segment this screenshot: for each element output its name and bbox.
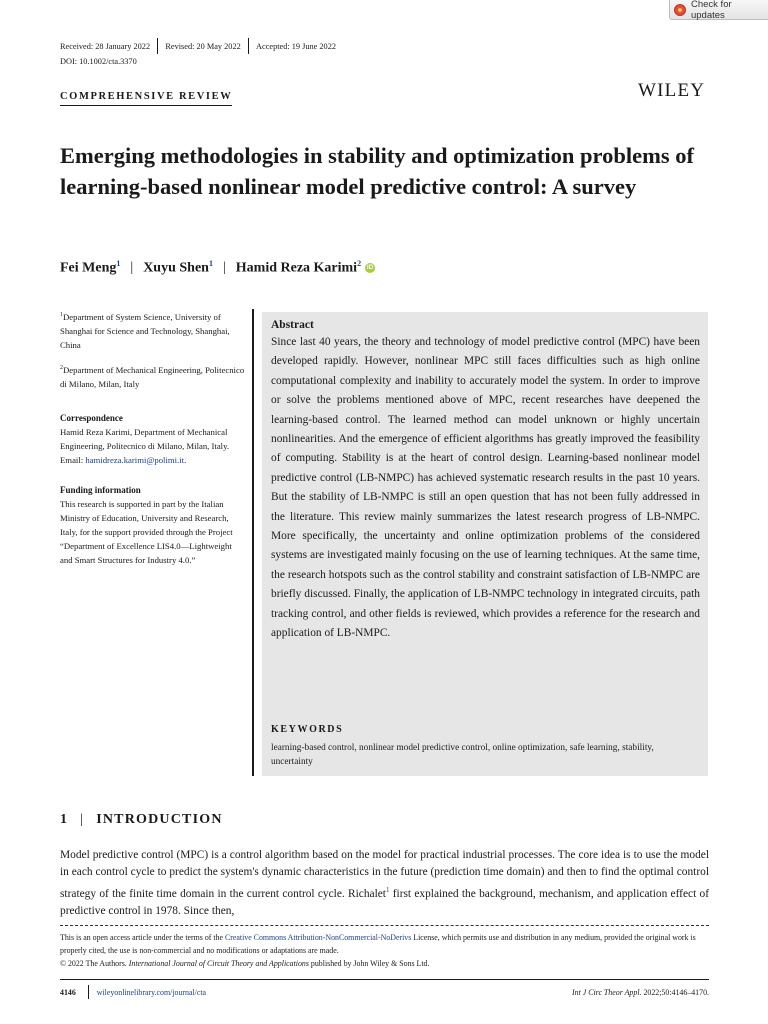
funding-heading: Funding information — [60, 484, 141, 495]
citation-info: Int J Circ Theor Appl. 2022;50:4146–4170. — [572, 987, 709, 997]
section-label: COMPREHENSIVE REVIEW — [60, 91, 232, 106]
paper-title: Emerging methodologies in stability and optimization problems of learning-based nonlinear model predictive control: A survey — [60, 143, 694, 199]
license-footnote: This is an open access article under the terms of the Creative Commons Attribution-NonCommercial-NoDerivs License, which permits use and distribution in any medium, provided the original work is properly cited, the use is non-commercial and no modifications or adaptations are made. © 2022 The Authors. International Journal of Circuit Theory and Applications published by John Wiley & Sons Ltd. — [60, 933, 696, 968]
revised-date: Revised: 20 May 2022 — [165, 41, 241, 51]
author-name[interactable]: Hamid Reza Karimi$^2$ — [235, 259, 362, 276]
email-link[interactable]: hamidreza.karimi@polimi.it — [85, 454, 185, 465]
doi: DOI: 10.1002/cta.3370 — [60, 57, 137, 66]
author-list — [60, 259, 375, 277]
affiliation: $^2$Department of Mechanical Engineering, Politecnico di Milano, Milan, Italy — [60, 364, 245, 389]
article-dates — [60, 38, 336, 54]
affiliation-ref[interactable]: 1 — [116, 259, 121, 268]
correspondence-heading: Correspondence — [60, 412, 123, 423]
author-name[interactable]: Fei Meng$^1$ — [60, 259, 121, 276]
affiliation-ref[interactable]: 1 — [208, 259, 213, 268]
page-footer — [60, 985, 709, 999]
accepted-date: Accepted: 19 June 2022 — [256, 41, 336, 51]
page-number: 4146 — [60, 987, 76, 997]
check-for-updates-button[interactable] — [669, 0, 768, 20]
correspondence-text: Hamid Reza Karimi, Department of Mechanical Engineering, Politecnico di Milano, Milan, Italy. Email: hamidreza.karimi@polimi.it. — [60, 426, 230, 465]
article-info-sidebar — [60, 308, 245, 576]
journal-url-link[interactable]: wileyonlinelibrary.com/journal/cta — [96, 987, 207, 997]
date-divider — [157, 38, 158, 54]
introduction-text: Model predictive control (MPC) is a control algorithm based on the model for practical industrial processes. The core idea is to use the model in each control cycle to predict the system's dynamic characteristics in the future (prediction time domain) and then to find the optimal control strategy of the finite time domain in the current control cycle. Richalet$^1$ first explained the background, mechanism, and application effect of predictive control in 1978. Since then, — [60, 849, 709, 917]
funding-text: This research is supported in part by the Italian Ministry of Education, University and Research, Italy, for the support provided through the Project “Department of Excellence LIS4.0—Lightweight and Smart Structures for Industry 4.0.” — [60, 498, 233, 565]
author-name[interactable]: Xuyu Shen$^1$ — [143, 259, 213, 276]
author-separator: | — [130, 259, 134, 275]
column-divider — [252, 309, 254, 776]
section-heading-introduction: 1 | INTRODUCTION — [60, 812, 223, 827]
keywords-text: learning-based control, nonlinear model predictive control, online optimization, safe learning, stability, uncertainty — [271, 743, 654, 767]
check-for-updates-label: Check for updates — [690, 0, 732, 21]
affiliation: $^1$Department of System Science, University of Shanghai for Science and Technology, Shanghai, China — [60, 311, 230, 350]
received-date: Received: 28 January 2022 — [60, 41, 151, 51]
footer-separator — [88, 985, 89, 999]
citation-link[interactable]: 1 — [385, 885, 390, 894]
orcid-icon[interactable]: iD — [366, 263, 374, 271]
footnote-divider — [60, 925, 709, 926]
abstract — [271, 317, 700, 644]
affiliation-ref[interactable]: 2 — [357, 259, 362, 268]
author-separator: | — [222, 259, 226, 275]
license-link[interactable]: Creative Commons Attribution-NonCommercial-NoDerivs — [225, 933, 412, 942]
footer-divider — [60, 979, 709, 980]
abstract-heading: Abstract — [271, 319, 314, 331]
publisher-logo: WILEY — [638, 80, 706, 101]
abstract-text: Since last 40 years, the theory and technology of model predictive control (MPC) have been developed rapidly. However, nonlinear MPC still faces difficulties such as high online computational complexity and inability to accurately model the system. In order to improve or solve the problems mentioned above of MPC, recent researches have deepened the learning-based control. The learned method can model unknown or highly uncertain nonlinearities. And the emergence of efficient algorithms has greatly improved the feasibility of computing. Stability is at the heart of control design. Learning-based nonlinear model predictive control (LB-NMPC) has achieved systematic research results in the past 10 years. But the stability of LB-NMPC is still an open question that has not been fully addressed in the literature. This review mainly summarizes the latest research progress of LB-NMPC. More specifically, the uncertainty and online optimization problems of the considered systems are investigated mainly focusing on the use of learning techniques. At the same time, the research hotspots such as the control stability and constraint satisfaction of LB-NMPC are briefly discussed. Finally, the application of LB-NMPC technology in integrated circuits, path tracking control, and other fields is reviewed, which provides a reference for the research and application of LB-NMPC. — [271, 336, 700, 640]
keywords-heading: KEYWORDS — [271, 724, 344, 735]
date-divider — [248, 38, 249, 54]
check-updates-icon — [674, 4, 686, 16]
